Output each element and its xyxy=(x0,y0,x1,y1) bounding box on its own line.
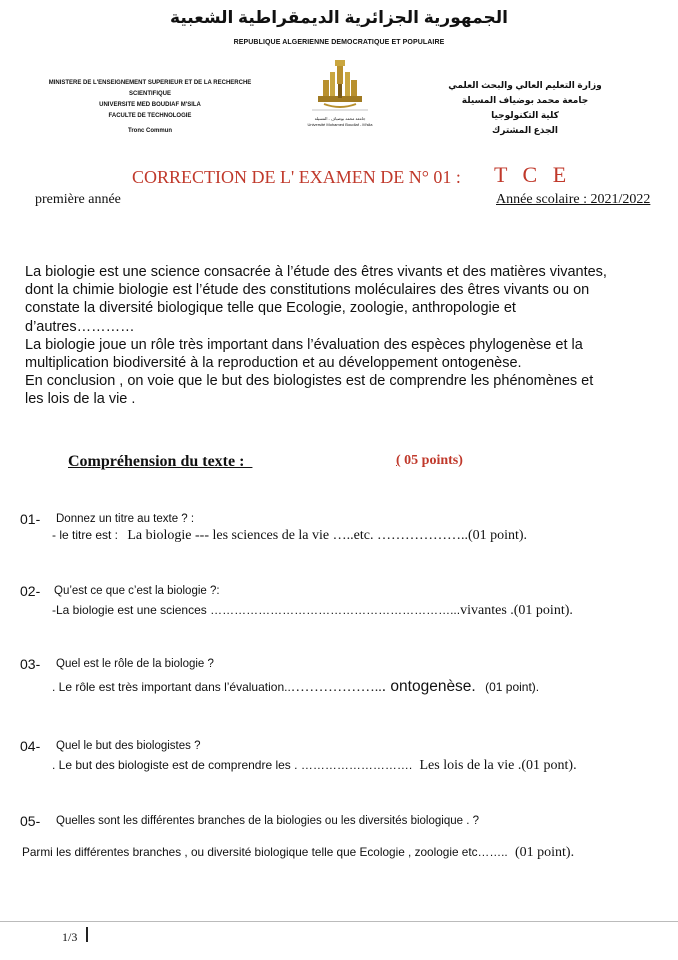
answer-dots: ……………….. xyxy=(290,680,382,695)
text-line: constate la diversité biologique telle que Ecologie, zoologie, anthropologie et xyxy=(25,300,516,317)
text-line: dont la chimie biologie est l’étude des constitutions moléculaires des êtres vivants ou on xyxy=(25,282,590,299)
header-right-institution-arabic xyxy=(430,78,620,138)
text-line: La biologie joue un rôle très important dans l’évaluation des espèces phylogenèse et la xyxy=(25,336,583,353)
footer-divider xyxy=(0,921,678,922)
answer-prefix: . Le but des biologiste est de comprendre les . ………………………. xyxy=(52,758,413,772)
french-republic-title: REPUBLIQUE ALGERIENNE DEMOCRATIQUE ET POPULAIRE xyxy=(233,39,445,46)
text-line: En conclusion , on voie que le but des biologistes est de comprendre les phénomènes et xyxy=(25,373,594,390)
answer-body: vivantes .(01 point). xyxy=(460,603,573,618)
text-passage xyxy=(25,263,670,409)
university-line: UNIVERSITE MED BOUDIAF M'SILA xyxy=(99,102,201,108)
answer-prefix: . Le rôle est très important dans l’évaluation.. xyxy=(52,680,291,694)
logo-caption xyxy=(298,116,382,128)
question-number: 03- xyxy=(20,656,41,672)
answer-body: Les lois de la vie .(01 pont). xyxy=(419,758,577,773)
school-year: Année scolaire : 2021/2022 xyxy=(496,192,651,207)
arabic-republic-title: الجمهورية الجزائرية الديمقراطية الشعبية xyxy=(170,8,508,27)
text-line: La biologie est une science consacrée à l’étude des êtres vivants et des matières vivantes, xyxy=(25,264,607,280)
university-arabic-line: جامعة محمد بوضياف المسيلة xyxy=(461,95,589,105)
points-open-paren: ( xyxy=(396,453,401,468)
answer-body: La biologie --- les sciences de la vie …..etc. ………………..(01 point). xyxy=(127,528,528,543)
answer-text xyxy=(22,845,574,861)
level-label: première année xyxy=(35,192,121,207)
header-left-institution xyxy=(30,78,270,137)
comprehension-points xyxy=(396,453,463,469)
answer-text xyxy=(52,528,527,544)
tronc-commun-line: Tronc Commun xyxy=(127,128,172,134)
question-text: Qu’est ce que c’est la biologie ?: xyxy=(54,585,220,597)
ministry-line: MINISTERE DE L'ENSEIGNEMENT SUPERIEUR ET DE LA RECHERCHE xyxy=(48,80,252,86)
page-number: 1/3 xyxy=(62,930,78,944)
question-text: Donnez un titre au texte ? : xyxy=(56,513,195,525)
comprehension-title: Compréhension du texte : xyxy=(68,453,253,470)
answer-text xyxy=(52,603,573,619)
question-number: 02- xyxy=(20,583,41,599)
points-value: 05 points) xyxy=(400,453,463,468)
faculty-arabic-line: كلية التكنولوجيا xyxy=(491,110,559,120)
question-text: Quel le but des biologistes ? xyxy=(56,740,201,752)
question-text: Quelles sont les différentes branches de la biologies ou les diversités biologique . ? xyxy=(56,815,479,827)
question-number: 01- xyxy=(20,511,41,527)
answer-text xyxy=(52,758,577,774)
question-text: Quel est le rôle de la biologie ? xyxy=(56,658,214,670)
question-number: 04- xyxy=(20,738,41,754)
question-number: 05- xyxy=(20,813,41,829)
logo-caption-arabic: جامعة محمد بوضياف - المسيلة xyxy=(314,116,366,121)
tronc-commun-arabic-line: الجذع المشترك xyxy=(492,125,558,135)
answer-prefix: -La biologie est une sciences ……………………………………………………... xyxy=(52,603,461,617)
answer-points: (01 point). xyxy=(514,845,575,860)
answer-body: . ontogenèse. xyxy=(381,678,476,695)
faculty-line: FACULTE DE TECHNOLOGIE xyxy=(108,113,192,119)
text-line: d’autres………… xyxy=(25,318,135,335)
exam-title: CORRECTION DE L' EXAMEN DE N° 01 : xyxy=(132,167,461,187)
answer-prefix: - le titre est : xyxy=(52,528,119,542)
ministry-arabic-line: وزارة التعليم العالي والبحث العلمي xyxy=(448,80,602,90)
scientific-line: SCIENTIFIQUE xyxy=(128,91,171,97)
text-line: les lois de la vie . xyxy=(25,391,136,408)
answer-points: (01 point). xyxy=(485,680,540,694)
exam-code: T C E xyxy=(494,162,572,187)
answer-text xyxy=(52,678,539,696)
logo-caption-french: Université Mohamed Boudiaf - M'sila xyxy=(307,122,373,127)
page-marker-bar xyxy=(86,927,88,942)
answer-body: Parmi les différentes branches , ou diversité biologique telle que Ecologie , zoologie etc…….. xyxy=(22,845,508,859)
text-line: multiplication biodiversité à la reproduction et au développement ontogenèse. xyxy=(25,355,522,372)
